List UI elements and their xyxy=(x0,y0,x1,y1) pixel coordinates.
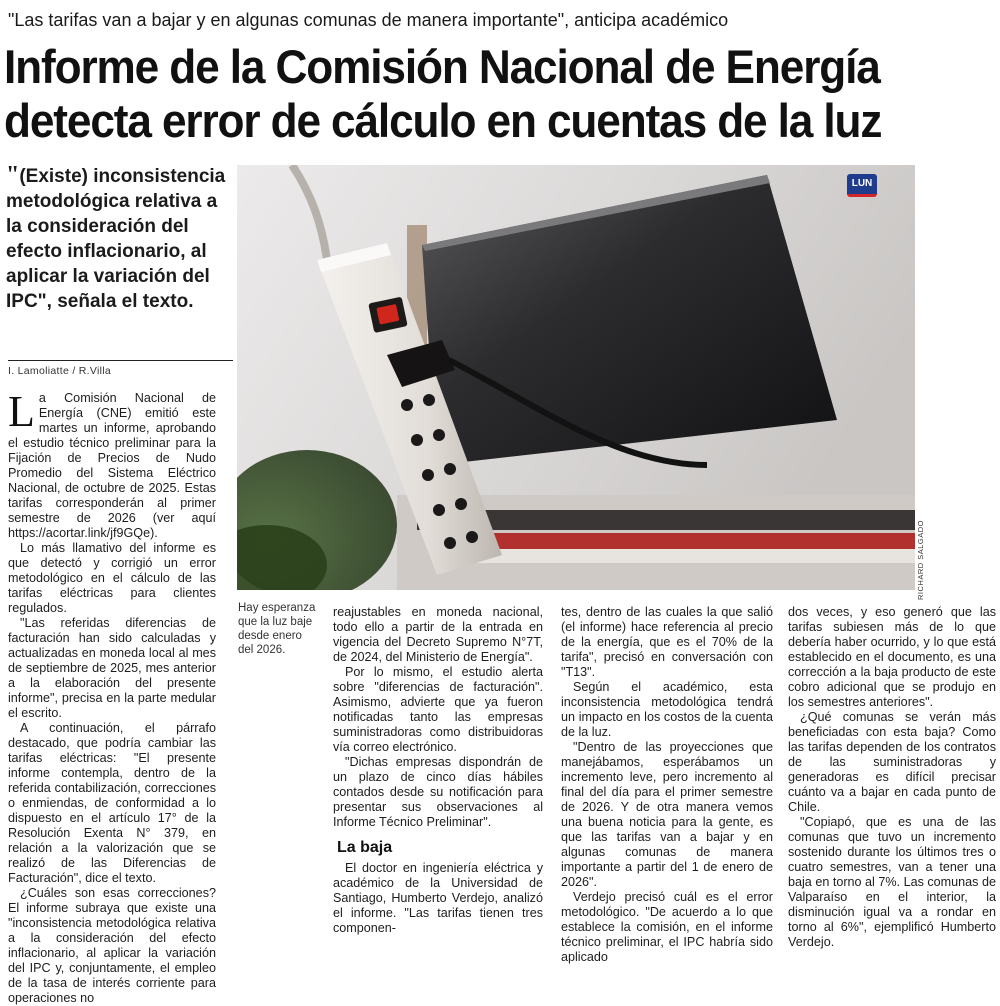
paragraph: Según el académico, esta inconsistencia metodológica tendrá un impacto en los costos de la cuenta de la luz. xyxy=(561,680,773,739)
paragraph: El doctor en ingeniería eléctrica y académico de la Universidad de Santiago, Humberto Verdejo, analizó el informe. "Las tarifas tienen tres componen- xyxy=(333,861,543,935)
paragraph: "Copiapó, que es una de las comunas que tuvo un incremento sostenido durante los últimos tres o cuatro semestres, van a tener una baja en torno al 7%. Las comunas de Valparaíso en el interior, la disminución igual va a rondar en torno al 6%", ejemplificó Humberto Verdejo. xyxy=(788,815,996,949)
paragraph: dos veces, y eso generó que las tarifas subiesen más de lo que debería haber ocurrido, y lo que está establecido en el documento, es una corrección a la baja producto de este cobro adicional que se produjo en los semestres anteriores". xyxy=(788,605,996,709)
pull-quote xyxy=(6,163,232,314)
paragraph: tes, dentro de las cuales la que salió (el informe) hace referencia al precio de la energía, que es el 70% de la tarifa", precisó en conversación con "T13". xyxy=(561,605,773,679)
paragraph: Por lo mismo, el estudio alerta sobre "diferencias de facturación". Asimismo, advierte que ya fueron notificadas tanto las empresas suministradoras como distribuidoras vía correo electrónico. xyxy=(333,665,543,754)
pull-quote-text: (Existe) inconsistencia metodológica relativa a la consideración del efecto inflacionario, al aplicar la variación del IPC", señala el texto. xyxy=(6,166,226,312)
lun-logo xyxy=(847,174,877,197)
article-column-1 xyxy=(8,387,216,1006)
paragraph: ¿Qué comunas se verán más beneficiadas con esta baja? Como las tarifas dependen de los contratos de las suministradoras y generadoras es difícil precisar cuánto va a bajar en cada punto de Chile. xyxy=(788,710,996,814)
article-column-3 xyxy=(561,605,773,965)
paragraph: A continuación, el párrafo destacado, que podría cambiar las tarifas eléctricas: "El presente informe contempla, dentro de la referida contabilización, correcciones o enmiendas, de conformidad a lo dispuesto en el artículo 17° de la Resolución Exenta N° 379, en relación a la valorización que se realizó de las Diferencias de Facturación", dice el texto. xyxy=(8,721,216,885)
headline-line-2: detecta error de cálculo en cuentas de la luz xyxy=(4,94,882,147)
article-column-4 xyxy=(788,605,996,950)
photo-credit xyxy=(916,520,930,601)
article-photo xyxy=(237,165,915,590)
kicker: "Las tarifas van a bajar y en algunas comunas de manera importante", anticipa académico xyxy=(8,10,729,30)
subheading: La baja xyxy=(337,839,393,856)
paragraph: "Dichas empresas dispondrán de un plazo de cinco días hábiles contados desde su notificación para presentar sus observaciones al Informe Técnico Preliminar". xyxy=(333,755,543,829)
headline-line-1: Informe de la Comisión Nacional de Energía xyxy=(4,40,880,93)
photo-caption: Hay esperanza que la luz baje desde enero del 2026. xyxy=(238,602,316,656)
paragraph: "Las referidas diferencias de facturación han sido calculadas y actualizadas en moneda local al mes de septiembre de 2025, mes anterior a la elaboración del presente informe", precisa en la parte medular el escrito. xyxy=(8,616,216,720)
paragraph: ¿Cuáles son esas correcciones? El informe subraya que existe una "inconsistencia metodológica relativa a la consideración del efecto inflacionario, al aplicar la variación del IPC y, conjuntamente, el empleo de la tasa de interés corriente para operaciones no xyxy=(8,886,216,1005)
paragraph: La Comisión Nacional de Energía (CNE) emitió este martes un informe, aprobando el estudio técnico preliminar para la Fijación de Precios de Nudo Promedio del Sistema Eléctrico Nacional, de octubre de 2025. Estas tarifas corresponderán al primer semestre de 2026 (ver aquí https://acortar.link/jf9GQe). xyxy=(8,387,216,540)
drop-cap: L xyxy=(8,387,35,436)
lun-logo-text: LUN xyxy=(851,178,873,189)
pull-quote-mark: " xyxy=(6,162,20,188)
paragraph: Verdejo precisó cuál es el error metodológico. "De acuerdo a lo que establece la comisión, en el informe técnico preliminar, el IPC habría sido aplicado xyxy=(561,890,773,964)
paragraph: "Dentro de las proyecciones que manejábamos, esperábamos un incremento leve, pero incremento al final del día para el primer semestre de 2026. Y de otra manera vemos una buena noticia para la gente, es que las tarifas van a bajar y en algunas comunas de manera importante a partir del 1 de enero de 2026". xyxy=(561,740,773,889)
article-column-2 xyxy=(333,605,543,936)
byline: I. Lamoliatte / R.Villa xyxy=(8,360,233,377)
photo-credit-text: RICHARD SALGADO xyxy=(916,520,925,601)
headline xyxy=(4,40,938,148)
paragraph: reajustables en moneda nacional, todo ello a partir de la entrada en vigencia del Decreto Supremo N°7T, de 2024, del Ministerio de Energía". xyxy=(333,605,543,664)
paragraph: Lo más llamativo del informe es que detectó y corrigió un error metodológico en el cálculo de las tarifas eléctricas para clientes regulados. xyxy=(8,541,216,615)
